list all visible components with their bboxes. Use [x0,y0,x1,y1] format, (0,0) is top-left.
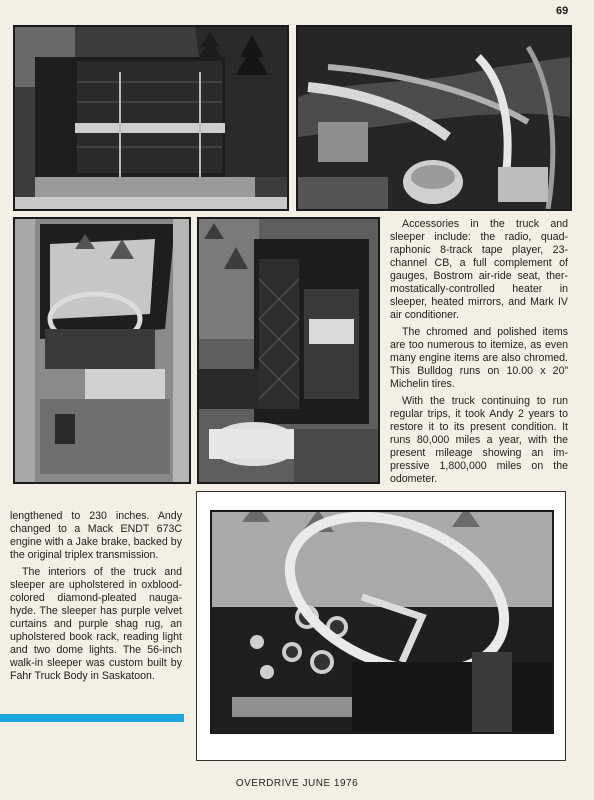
photo-engine-chrome [296,25,572,211]
article-text-right-column [390,218,568,490]
paragraph: The interiors of the truck and sleeper are upholstered in oxblood-colored diamond-pleated nauga-hyde. The sleeper has purple velvet curtains and purple shag rug, an upholstered book rack, reading light and two dome lights. The 56-inch walk-in sleeper was custom built by Fahr Truck Body in Saskatoon. [10,566,182,682]
accent-bar [0,714,184,722]
paragraph: Accessories in the truck and sleeper include: the radio, quad-raphonic 8-track tape player, 23-channel CB, a full complement of gauges, Bostrom air-ride seat, ther-mostatically-controlled heater in sleeper, heated mirrors, and Mark IV air conditioner. [390,218,568,321]
paragraph: The chromed and polished items are too numerous to itemize, as even many engine items are also chromed. This Bulldog runs on 10.00 x 20” Michelin tires. [390,326,568,390]
photo-steering-wheel-dash [210,510,554,734]
photo-sleeper-exterior [13,25,289,211]
framed-photo-frame [196,491,566,761]
photo-sleeper-door-open [197,217,380,484]
paragraph: lengthened to 230 inches. Andy changed to a Mack ENDT 673C engine with a Jake brake, backed by the original triplex transmission. [10,510,182,561]
paragraph: With the truck continuing to run regular trips, it took Andy 2 years to restore it to its present condition. It runs 80,000 miles a year, with the present mileage showing an im-pressive 1,800,000 miles on the odometer. [390,395,568,485]
page-number: 69 [556,5,569,17]
photo-cab-interior [13,217,191,484]
magazine-footer: OVERDRIVE JUNE 1976 [235,778,359,789]
article-text-left-column [10,510,182,687]
